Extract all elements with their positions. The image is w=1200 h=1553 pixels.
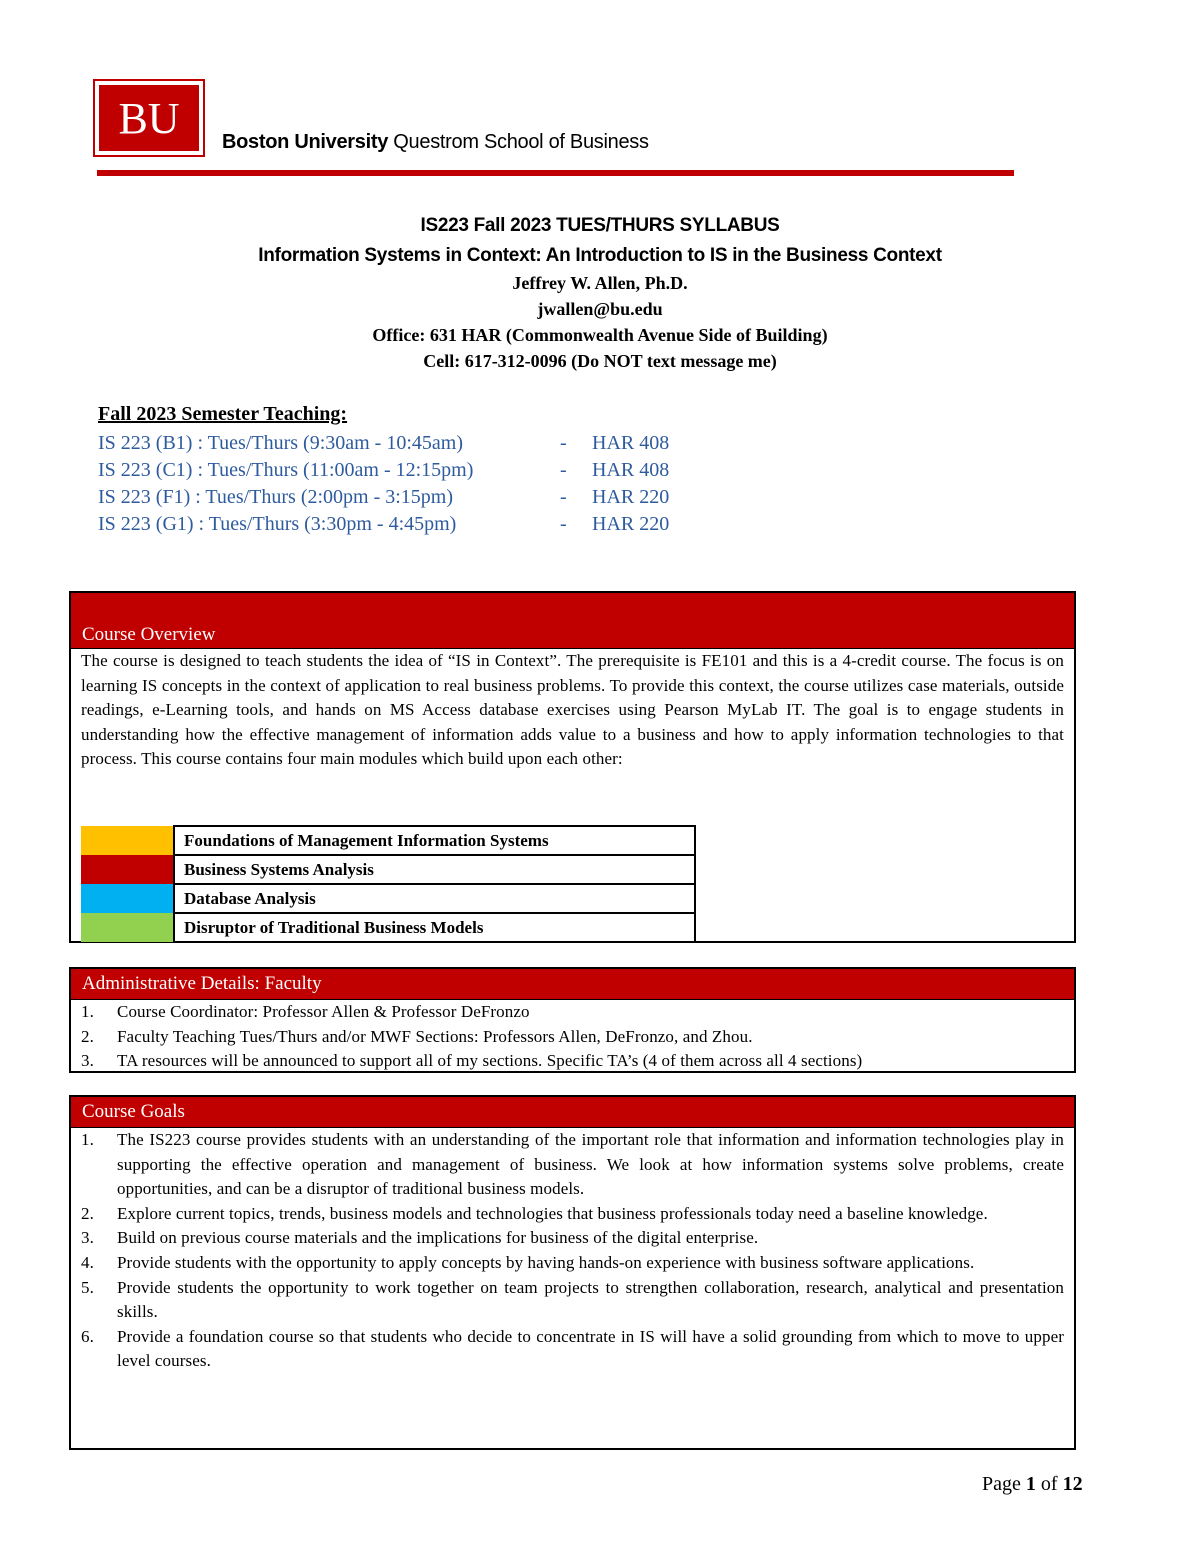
instructor-office: Office: 631 HAR (Commonwealth Avenue Side of Building) bbox=[372, 325, 828, 345]
module-label: Business Systems Analysis bbox=[174, 855, 695, 884]
list-text: Provide students with the opportunity to apply concepts by having hands-on experience with business software applications. bbox=[117, 1252, 975, 1272]
course-goals-box bbox=[69, 1095, 1076, 1450]
admin-details-title: Administrative Details: Faculty bbox=[71, 969, 1074, 1000]
section-dash: - bbox=[560, 513, 567, 535]
course-overview-title: Course Overview bbox=[71, 593, 1074, 649]
section-room: HAR 220 bbox=[592, 486, 670, 508]
section-course: IS 223 (B1) : Tues/Thurs (9:30am - 10:45am) bbox=[98, 432, 463, 454]
module-label: Database Analysis bbox=[174, 884, 695, 913]
admin-details-body bbox=[71, 1000, 1074, 1074]
list-text: Build on previous course materials and the implications for business of the digital enterprise. bbox=[117, 1228, 759, 1248]
module-label: Disruptor of Traditional Business Models bbox=[174, 913, 695, 942]
section-course: IS 223 (G1) : Tues/Thurs (3:30pm - 4:45pm) bbox=[98, 513, 457, 535]
section-course: IS 223 (F1) : Tues/Thurs (2:00pm - 3:15pm) bbox=[98, 486, 454, 508]
page-number bbox=[982, 1473, 1083, 1496]
module-label: Foundations of Management Information Systems bbox=[174, 826, 695, 855]
module-color-swatch bbox=[81, 826, 174, 855]
page-of: of bbox=[1035, 1473, 1063, 1495]
syllabus-title: IS223 Fall 2023 TUES/THURS SYLLABUS bbox=[420, 215, 780, 236]
semester-heading: Fall 2023 Semester Teaching: bbox=[98, 403, 348, 425]
admin-list bbox=[81, 1000, 1064, 1074]
module-row bbox=[81, 884, 695, 913]
section-dash: - bbox=[560, 432, 567, 454]
course-overview-box bbox=[69, 591, 1076, 943]
list-number: 5. bbox=[81, 1277, 94, 1297]
module-table bbox=[81, 825, 696, 943]
list-item bbox=[81, 1251, 1064, 1276]
admin-details-box bbox=[69, 967, 1076, 1073]
section-dash: - bbox=[560, 486, 567, 508]
list-text: Course Coordinator: Professor Allen & Professor DeFronzo bbox=[117, 1002, 530, 1021]
list-number: 1. bbox=[81, 1130, 94, 1149]
course-goals-body bbox=[71, 1128, 1074, 1374]
list-item bbox=[81, 1325, 1064, 1374]
page-prefix: Page bbox=[982, 1473, 1026, 1495]
current-page: 1 bbox=[1025, 1473, 1036, 1495]
section-dash: - bbox=[560, 459, 567, 481]
goals-list bbox=[81, 1128, 1064, 1374]
list-number: 1. bbox=[81, 1002, 94, 1021]
list-number: 4. bbox=[81, 1252, 94, 1272]
total-pages: 12 bbox=[1062, 1473, 1083, 1495]
list-number: 2. bbox=[81, 1203, 94, 1223]
list-text: Explore current topics, trends, business models and technologies that business professionals today need a baseline knowledge. bbox=[117, 1203, 988, 1223]
course-goals-title: Course Goals bbox=[71, 1097, 1074, 1128]
list-item bbox=[81, 1128, 1064, 1202]
module-color-swatch bbox=[81, 913, 174, 942]
instructor-email: jwallen@bu.edu bbox=[537, 299, 663, 319]
list-item bbox=[81, 1202, 1064, 1227]
list-number: 6. bbox=[81, 1326, 94, 1346]
module-color-swatch bbox=[81, 855, 174, 884]
list-item bbox=[81, 1025, 1064, 1050]
section-room: HAR 408 bbox=[592, 459, 670, 481]
module-row bbox=[81, 913, 695, 942]
module-color-swatch bbox=[81, 884, 174, 913]
section-room: HAR 220 bbox=[592, 513, 670, 535]
list-item bbox=[81, 1049, 1064, 1074]
list-text: Provide students the opportunity to work together on team projects to strengthen collaboration, research, analytical and presentation skills. bbox=[117, 1277, 1064, 1322]
module-row bbox=[81, 855, 695, 884]
instructor-name: Jeffrey W. Allen, Ph.D. bbox=[512, 273, 688, 293]
list-item bbox=[81, 1000, 1064, 1025]
module-row bbox=[81, 826, 695, 855]
header-rule bbox=[97, 170, 1014, 176]
instructor-cell: Cell: 617-312-0096 (Do NOT text message me) bbox=[423, 351, 777, 371]
list-text: Faculty Teaching Tues/Thurs and/or MWF Sections: Professors Allen, DeFronzo, and Zhou. bbox=[117, 1026, 753, 1046]
course-subtitle: Information Systems in Context: An Introduction to IS in the Business Context bbox=[258, 245, 942, 266]
list-text: Provide a foundation course so that students who decide to concentrate in IS will have a solid grounding from which to move to upper level courses. bbox=[117, 1326, 1064, 1371]
list-item bbox=[81, 1226, 1064, 1251]
bu-logo-text: BU bbox=[98, 84, 200, 152]
bu-logo bbox=[93, 79, 205, 157]
course-overview-text: The course is designed to teach students the idea of “IS in Context”. The prerequisite is FE101 and this is a 4-credit course. The focus is on learning IS concepts in the context of application to real business problems. To provide this context, the course utilizes case materials, outside readings, e-Learning tools, and hands on MS Access database exercises using Pearson MyLab IT. The goal is to engage students in understanding how the effective management of information adds value to a business and how to apply information technologies to that process. This course contains four main modules which build upon each other: bbox=[81, 651, 1064, 769]
list-text: TA resources will be announced to support all of my sections. Specific TA’s (4 of them across all 4 sections) bbox=[117, 1051, 863, 1071]
school-name-bold: Boston University bbox=[222, 131, 389, 153]
section-course: IS 223 (C1) : Tues/Thurs (11:00am - 12:15pm) bbox=[98, 459, 474, 481]
list-number: 3. bbox=[81, 1228, 94, 1248]
school-name bbox=[222, 131, 649, 154]
list-item bbox=[81, 1276, 1064, 1325]
list-text: The IS223 course provides students with an understanding of the important role that information and information technologies play in supporting the effective operation and management of business. We look at how information systems solve problems, create opportunities, and can be a disruptor of traditional business models. bbox=[117, 1130, 1064, 1199]
school-name-rest: Questrom School of Business bbox=[388, 131, 649, 153]
section-room: HAR 408 bbox=[592, 432, 670, 454]
list-number: 2. bbox=[81, 1026, 94, 1046]
list-number: 3. bbox=[81, 1051, 94, 1071]
